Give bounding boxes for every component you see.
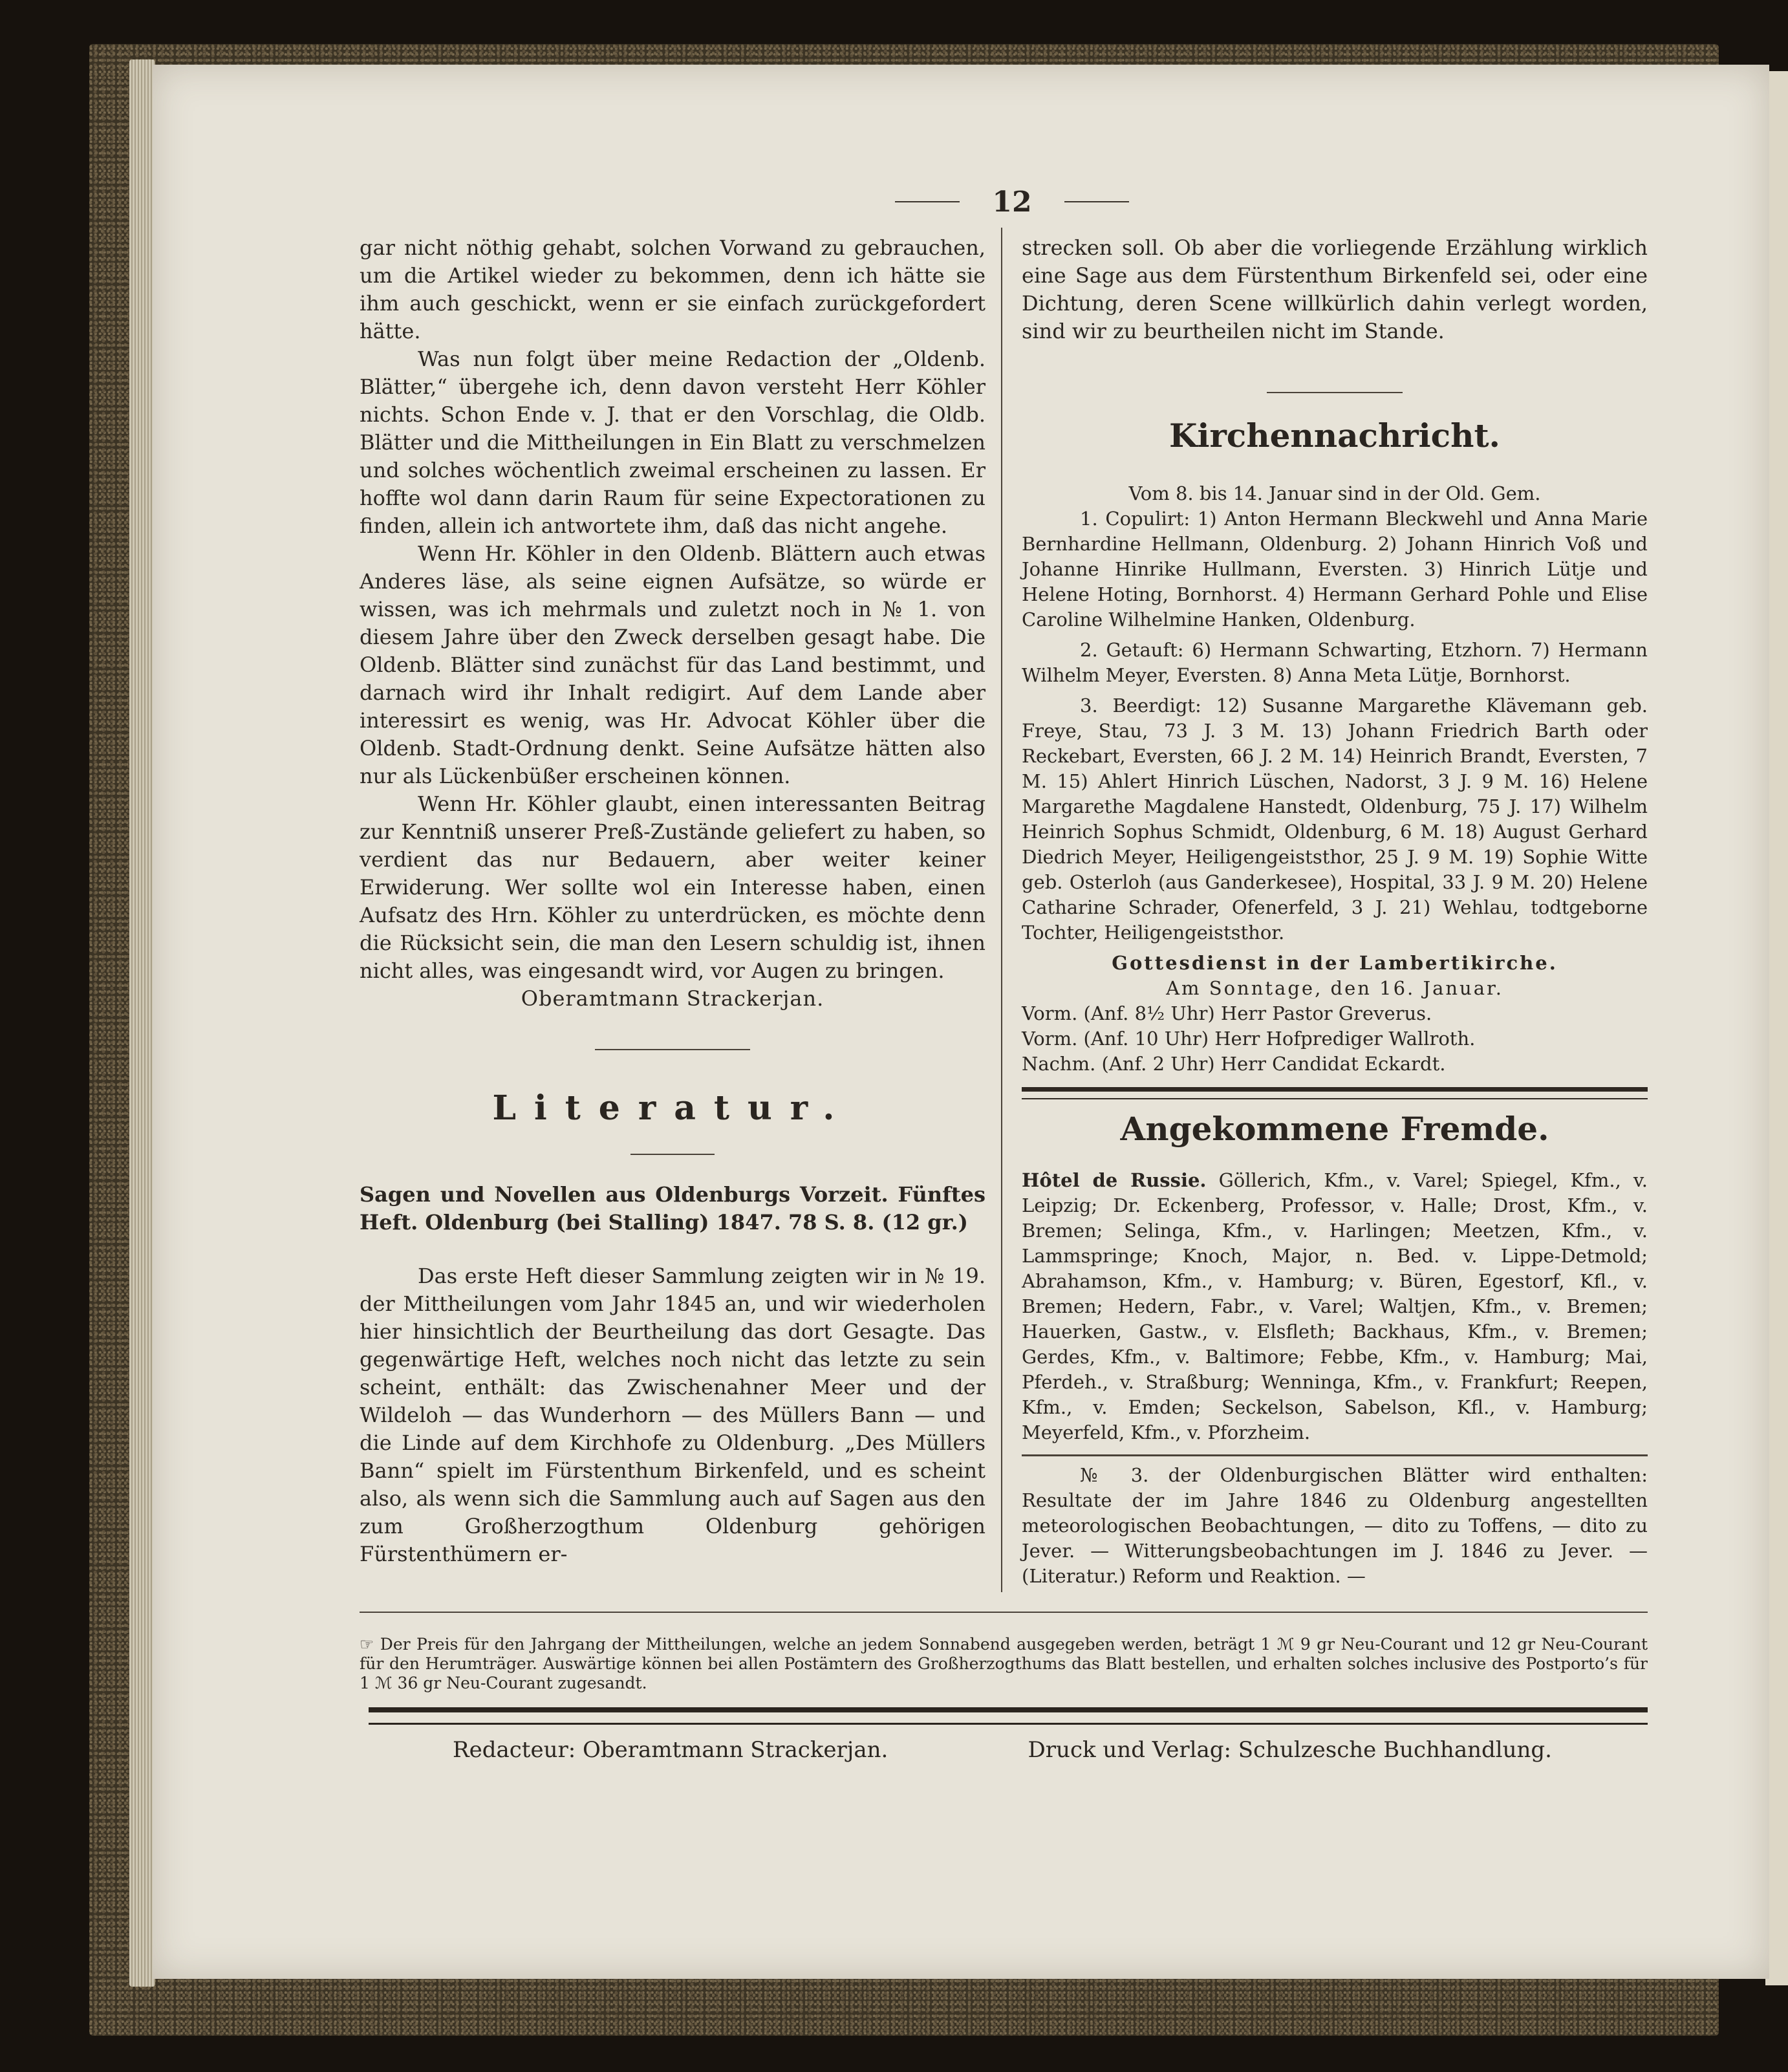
double-rule <box>1022 1087 1648 1099</box>
imprint-double-rule <box>369 1707 1648 1725</box>
left-column <box>360 234 986 1568</box>
footnote-rule <box>360 1612 1648 1613</box>
page-number: 12 <box>992 185 1032 219</box>
hotel-label: Hôtel de Russie. <box>1022 1169 1207 1191</box>
paragraph: Wenn Hr. Köhler in den Oldenb. Blättern auch etwas Anderes läse, als seine eignen Aufsätze, so würde er wissen, was ich mehrmals und zuletzt noch in № 1. von diesem Jahre über den Zweck derselben gesagt habe. Die Oldenb. Blätter sind zunächst für das Land bestimmt, und darnach wird ihr Inhalt redigirt. Auf dem Lande aber interessirt es wenig, was Hr. Advocat Köhler über die Oldenb. Stadt-Ordnung denkt. Seine Aufsätze hätten also nur als Lückenbüßer erscheinen können. <box>360 541 986 788</box>
gottesdienst-heading: Gottesdienst in der Lambertikirche. <box>1112 952 1558 974</box>
gottesdienst-date: Am Sonntage, den 16. Januar. <box>1166 977 1503 999</box>
imprint <box>453 1737 1552 1763</box>
beerdigt-list: 3. Beerdigt: 12) Susanne Margarethe Klävemann geb. Freye, Stau, 73 J. 3 M. 13) Johann Friedrich Barth oder Reckebart, Eversten, 66 J. 2 M. 14) Heinrich Brandt, Eversten, 7 M. 15) Ahlert Hinrich Lüschen, Nadorst, 3 J. 9 M. 16) Helene Margarethe Magdalene Hanstedt, Oldenburg, 75 J. 17) Wilhelm Heinrich Sophus Schmidt, Oldenburg, 6 M. 18) August Gerhard Diedrich Meyer, Heiligengeiststhor, 25 J. 9 M. 19) Sophie Witte geb. Osterloh (aus Ganderkesee), Hospital, 33 J. 9 M. 20) Helene Catharine Schrader, Ofenerfeld, 3 J. 21) Wehlau, todtgeborne Tochter, Heiligengeiststhor. <box>1022 695 1648 944</box>
service-entry: Vorm. (Anf. 8½ Uhr) Herr Pastor Greverus. <box>1022 1002 1432 1024</box>
review-heading: Sagen und Novellen aus Oldenburgs Vorzeit. Fünftes Heft. Oldenburg (bei Stalling) 1847. 78 S. 8. (12 gr.) <box>360 1182 986 1235</box>
right-column <box>1022 234 1648 1589</box>
editor-line: Redacteur: Oberamtmann Strackerjan. <box>453 1737 889 1763</box>
literatur-heading: Literatur. <box>492 1088 853 1128</box>
price-footnote: ☞ Der Preis für den Jahrgang der Mittheilungen, welche an jedem Sonnabend ausgegeben werden, beträgt 1 ℳ 9 gr Neu-Courant und 12 gr Neu-Courant für den Herumträger. Auswärtige können bei allen Postämtern des Großherzogthums das Blatt bestellen, und erhalten solches inclusive des Postporto’s für 1 ℳ 36 gr Neu-Courant zugesandt. <box>360 1635 1648 1692</box>
column-divider <box>1001 228 1002 1592</box>
fremde-list: Göllerich, Kfm., v. Varel; Spiegel, Kfm., v. Leipzig; Dr. Eckenberg, Professor, v. Halle; Drost, Kfm., v. Bremen; Selinga, Kfm., v. Harlingen; Meetzen, Kfm., v. Lammspringe; Knoch, Major, n. Bed. v. Lippe-Detmold; Abrahamson, Kfm., v. Hamburg; v. Büren, Egestorf, Kfl., v. Bremen; Hedern, Fabr., v. Varel; Waltjen, Kfm., v. Bremen; Hauerken, Gastw., v. Elsfleth; Backhaus, Kfm., v. Bremen; Gerdes, Kfm., v. Baltimore; Febbe, Kfm., v. Hamburg; Mai, Pferdeh., v. Straßburg; Wenninga, Kfm., v. Frankfurt; Reepen, Kfm., v. Emden; Seckelson, Sabelson, Kfl., v. Hamburg; Meyerfeld, Kfm., v. Pforzheim. <box>1022 1169 1648 1443</box>
copulirt-list: 1. Copulirt: 1) Anton Hermann Bleckwehl und Anna Marie Bernhardine Hellmann, Oldenburg. 2) Johann Hinrich Voß und Johanne Hinrike Hullmann, Eversten. 3) Hinrich Lütje und Helene Hoting, Bornhorst. 4) Hermann Gerhard Pohle und Elise Caroline Wilhelmine Hanken, Oldenburg. <box>1022 508 1648 631</box>
header-rule-left <box>895 201 960 202</box>
service-entry: Nachm. (Anf. 2 Uhr) Herr Candidat Eckardt. <box>1022 1053 1446 1075</box>
kirchennachricht-heading: Kirchennachricht. <box>1169 416 1500 455</box>
review-text: Das erste Heft dieser Sammlung zeigten wir in № 19. der Mittheilungen vom Jahr 1845 an, und wir wiederholen hier hinsichtlich der Beurtheilung das dort Gesagte. Das gegenwärtige Heft, welches noch nicht das letzte zu sein scheint, enthält: das Zwischenahner Meer und der Wildeloh — das Wunderhorn — des Müllers Bann — und die Linde auf dem Kirchhofe zu Oldenburg. „Des Müllers Bann“ spielt im Fürstenthum Birkenfeld, und es scheint also, als wenn sich die Sammlung auch auf Sagen aus den zum Großherzogthum Oldenburg gehörigen Fürstenthümern er- <box>360 1264 986 1566</box>
kirchen-intro: Vom 8. bis 14. Januar sind in der Old. Gem. <box>1128 482 1541 504</box>
service-entry: Vorm. (Anf. 10 Uhr) Herr Hofprediger Wallroth. <box>1022 1028 1476 1050</box>
fremde-heading: Angekommene Fremde. <box>1120 1110 1549 1148</box>
paragraph: Wenn Hr. Köhler glaubt, einen interessanten Beitrag zur Kenntniß unserer Preß-Zustände geliefert zu haben, so verdient das nur Bedauern, aber weiter keiner Erwiderung. Wer sollte wol ein Interesse haben, einen Aufsatz des Hrn. Köhler zu unterdrücken, es möchte denn die Rücksicht sein, die man den Lesern schuldig ist, ihnen nicht alles, was eingesandt wird, vor Augen zu bringen. <box>360 792 986 983</box>
announcement-rule <box>1022 1454 1648 1456</box>
paragraph: gar nicht nöthig gehabt, solchen Vorwand zu gebrauchen, um die Artikel wieder zu bekommen, denn ich hätte sie ihm auch geschickt, wenn er sie einfach zurückgefordert hätte. <box>360 235 986 343</box>
signature: Oberamtmann Strackerjan. <box>521 986 824 1011</box>
publisher-line: Druck und Verlag: Schulzesche Buchhandlung. <box>1028 1737 1552 1763</box>
announcement: № 3. der Oldenburgischen Blätter wird enthalten: Resultate der im Jahre 1846 zu Oldenburg angestellten meteorologischen Beobachtungen, — dito zu Toffens, — dito zu Jever. — Witterungsbeobachtungen im J. 1846 zu Jever. — (Literatur.) Reform und Reaktion. — <box>1022 1464 1648 1587</box>
header-rule-right <box>1064 201 1129 202</box>
page-header <box>892 182 1132 221</box>
page-edges <box>129 59 155 1987</box>
paragraph: Was nun folgt über meine Redaction der „Oldenb. Blätter,“ übergehe ich, denn davon versteht Herr Köhler nichts. Schon Ende v. J. that er den Vorschlag, die Oldb. Blätter und die Mittheilungen in Ein Blatt zu verschmelzen und solches wöchentlich zweimal erscheinen zu lassen. Er hoffte wol dann darin Raum für seine Expectorationen zu finden, allein ich antwortete ihm, daß das nicht angehe. <box>360 347 986 538</box>
continuation-text: strecken soll. Ob aber die vorliegende Erzählung wirklich eine Sage aus dem Fürstenthum Birkenfeld sei, oder eine Dichtung, deren Scene willkürlich dahin verlegt worden, sind wir zu beurtheilen nicht im Stande. <box>1022 235 1648 343</box>
getauft-list: 2. Getauft: 6) Hermann Schwarting, Etzhorn. 7) Hermann Wilhelm Meyer, Eversten. 8) Anna Meta Lütje, Bornhorst. <box>1022 639 1648 686</box>
